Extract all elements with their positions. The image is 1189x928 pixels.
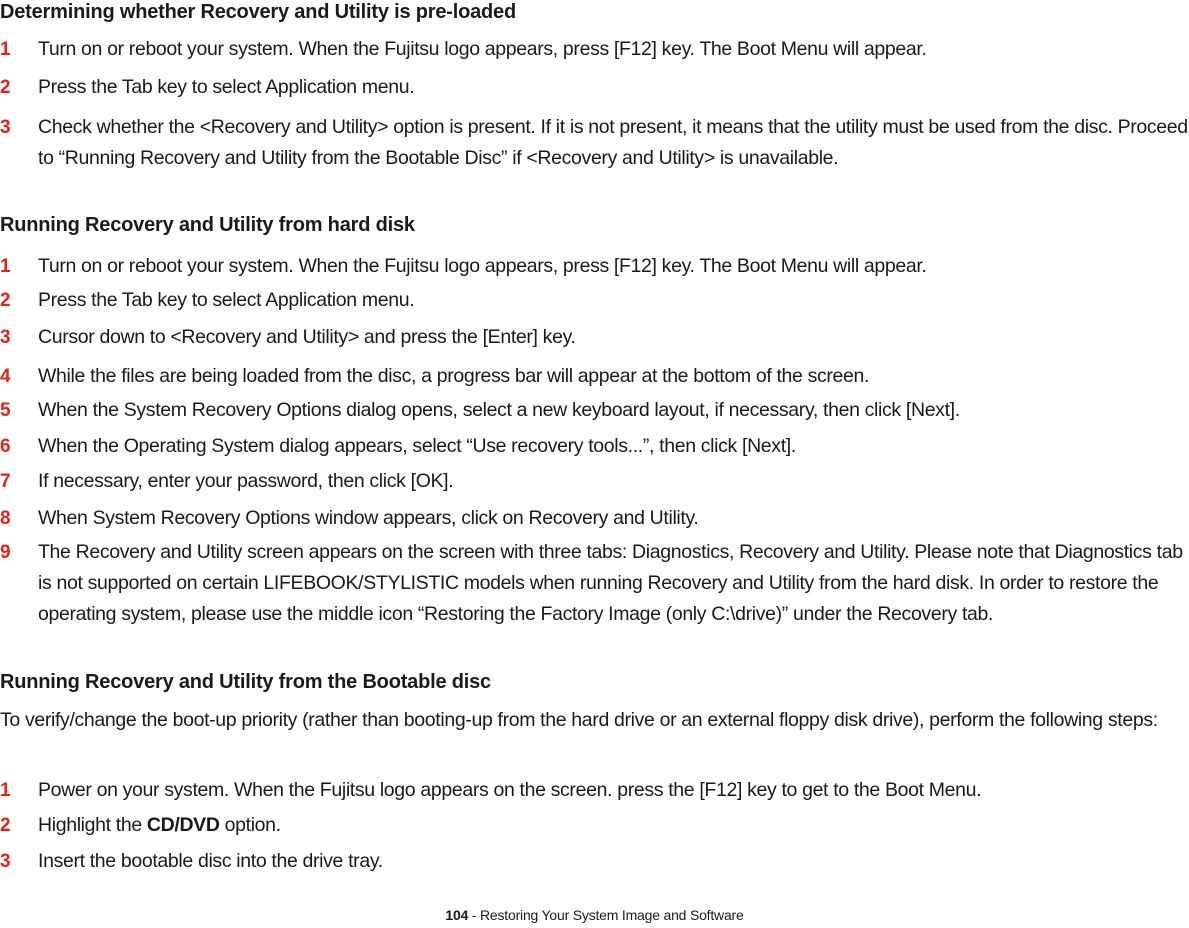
step-text: Cursor down to <Recovery and Utility> and press the [Enter] key.: [38, 326, 576, 348]
list-item: [0, 361, 1189, 392]
step-number: 2: [0, 77, 11, 98]
step-number: 7: [0, 471, 11, 492]
list-item: [0, 431, 1189, 462]
footer-separator: -: [468, 907, 480, 923]
list-item: [0, 322, 1189, 353]
step-text: Press the Tab key to select Application menu.: [38, 289, 415, 311]
step-text: [38, 810, 1189, 841]
section-heading-bootable-disc: Running Recovery and Utility from the Bootable disc: [0, 671, 491, 693]
page-footer: [0, 906, 1189, 924]
step-text: The Recovery and Utility screen appears on the screen with three tabs: Diagnostics, Recovery and Utility. Please note that Diagnostics tab is not supported on certain LIFEBOOK/STYLISTIC models when running Recovery and Utility from the hard disk. In order to restore the operating system, please use the middle icon “Restoring the Factory Image (only C:\drive)” under the Recovery tab.: [38, 541, 1183, 625]
step-number: 3: [0, 327, 11, 348]
list-item: [0, 112, 1189, 174]
step-text: When the System Recovery Options dialog opens, select a new keyboard layout, if necessary, then click [Next].: [38, 399, 960, 421]
footer-title: Restoring Your System Image and Software: [480, 907, 744, 923]
list-item: [0, 395, 1189, 426]
page-number: 104: [445, 907, 469, 923]
step-text: Turn on or reboot your system. When the Fujitsu logo appears, press [F12] key. The Boot Menu will appear.: [38, 38, 927, 60]
step-number: 4: [0, 366, 11, 387]
list-item: [0, 285, 1189, 316]
cd-dvd-option-label: CD/DVD: [146, 814, 220, 836]
intro-paragraph: To verify/change the boot-up priority (rather than booting-up from the hard drive or an external floppy disk drive), perform the following steps:: [0, 709, 1158, 731]
step-number: 2: [0, 815, 11, 836]
step-text: Press the Tab key to select Application menu.: [38, 76, 415, 98]
step-number: 1: [0, 256, 11, 277]
step-number: 1: [0, 39, 11, 60]
list-item: [0, 846, 1189, 877]
list-item: [0, 34, 1189, 65]
step-number: 5: [0, 400, 11, 421]
step-number: 6: [0, 436, 11, 457]
list-item: [0, 537, 1189, 630]
list-item: [0, 775, 1189, 806]
section-heading-hard-disk: Running Recovery and Utility from hard disk: [0, 214, 415, 236]
step-text-before: Highlight the: [38, 814, 147, 836]
step-number: 8: [0, 508, 11, 529]
step-text: When the Operating System dialog appears, select “Use recovery tools...”, then click [Next].: [38, 435, 796, 457]
step-text: When System Recovery Options window appears, click on Recovery and Utility.: [38, 507, 699, 529]
step-number: 2: [0, 290, 11, 311]
list-item: [0, 251, 1189, 282]
section-heading-preloaded: Determining whether Recovery and Utility is pre-loaded: [0, 1, 516, 23]
step-number: 9: [0, 542, 11, 563]
step-text: Check whether the <Recovery and Utility> option is present. If it is not present, it means that the utility must be used from the disc. Proceed to “Running Recovery and Utility from the Bootable Disc” if <Recovery and Utility> is unavailable.: [38, 116, 1188, 169]
step-text: Turn on or reboot your system. When the Fujitsu logo appears, press [F12] key. The Boot Menu will appear.: [38, 255, 927, 277]
step-number: 3: [0, 117, 11, 138]
step-text-after: option.: [219, 814, 281, 836]
step-text: If necessary, enter your password, then click [OK].: [38, 470, 454, 492]
step-text: Insert the bootable disc into the drive tray.: [38, 850, 383, 872]
list-item: [0, 810, 1189, 841]
step-text: Power on your system. When the Fujitsu logo appears on the screen. press the [F12] key to get to the Boot Menu.: [38, 779, 982, 801]
step-number: 3: [0, 851, 11, 872]
step-text: While the files are being loaded from the disc, a progress bar will appear at the bottom of the screen.: [38, 365, 870, 387]
step-number: 1: [0, 780, 11, 801]
list-item: [0, 466, 1189, 497]
list-item: [0, 72, 1189, 103]
list-item: [0, 503, 1189, 534]
